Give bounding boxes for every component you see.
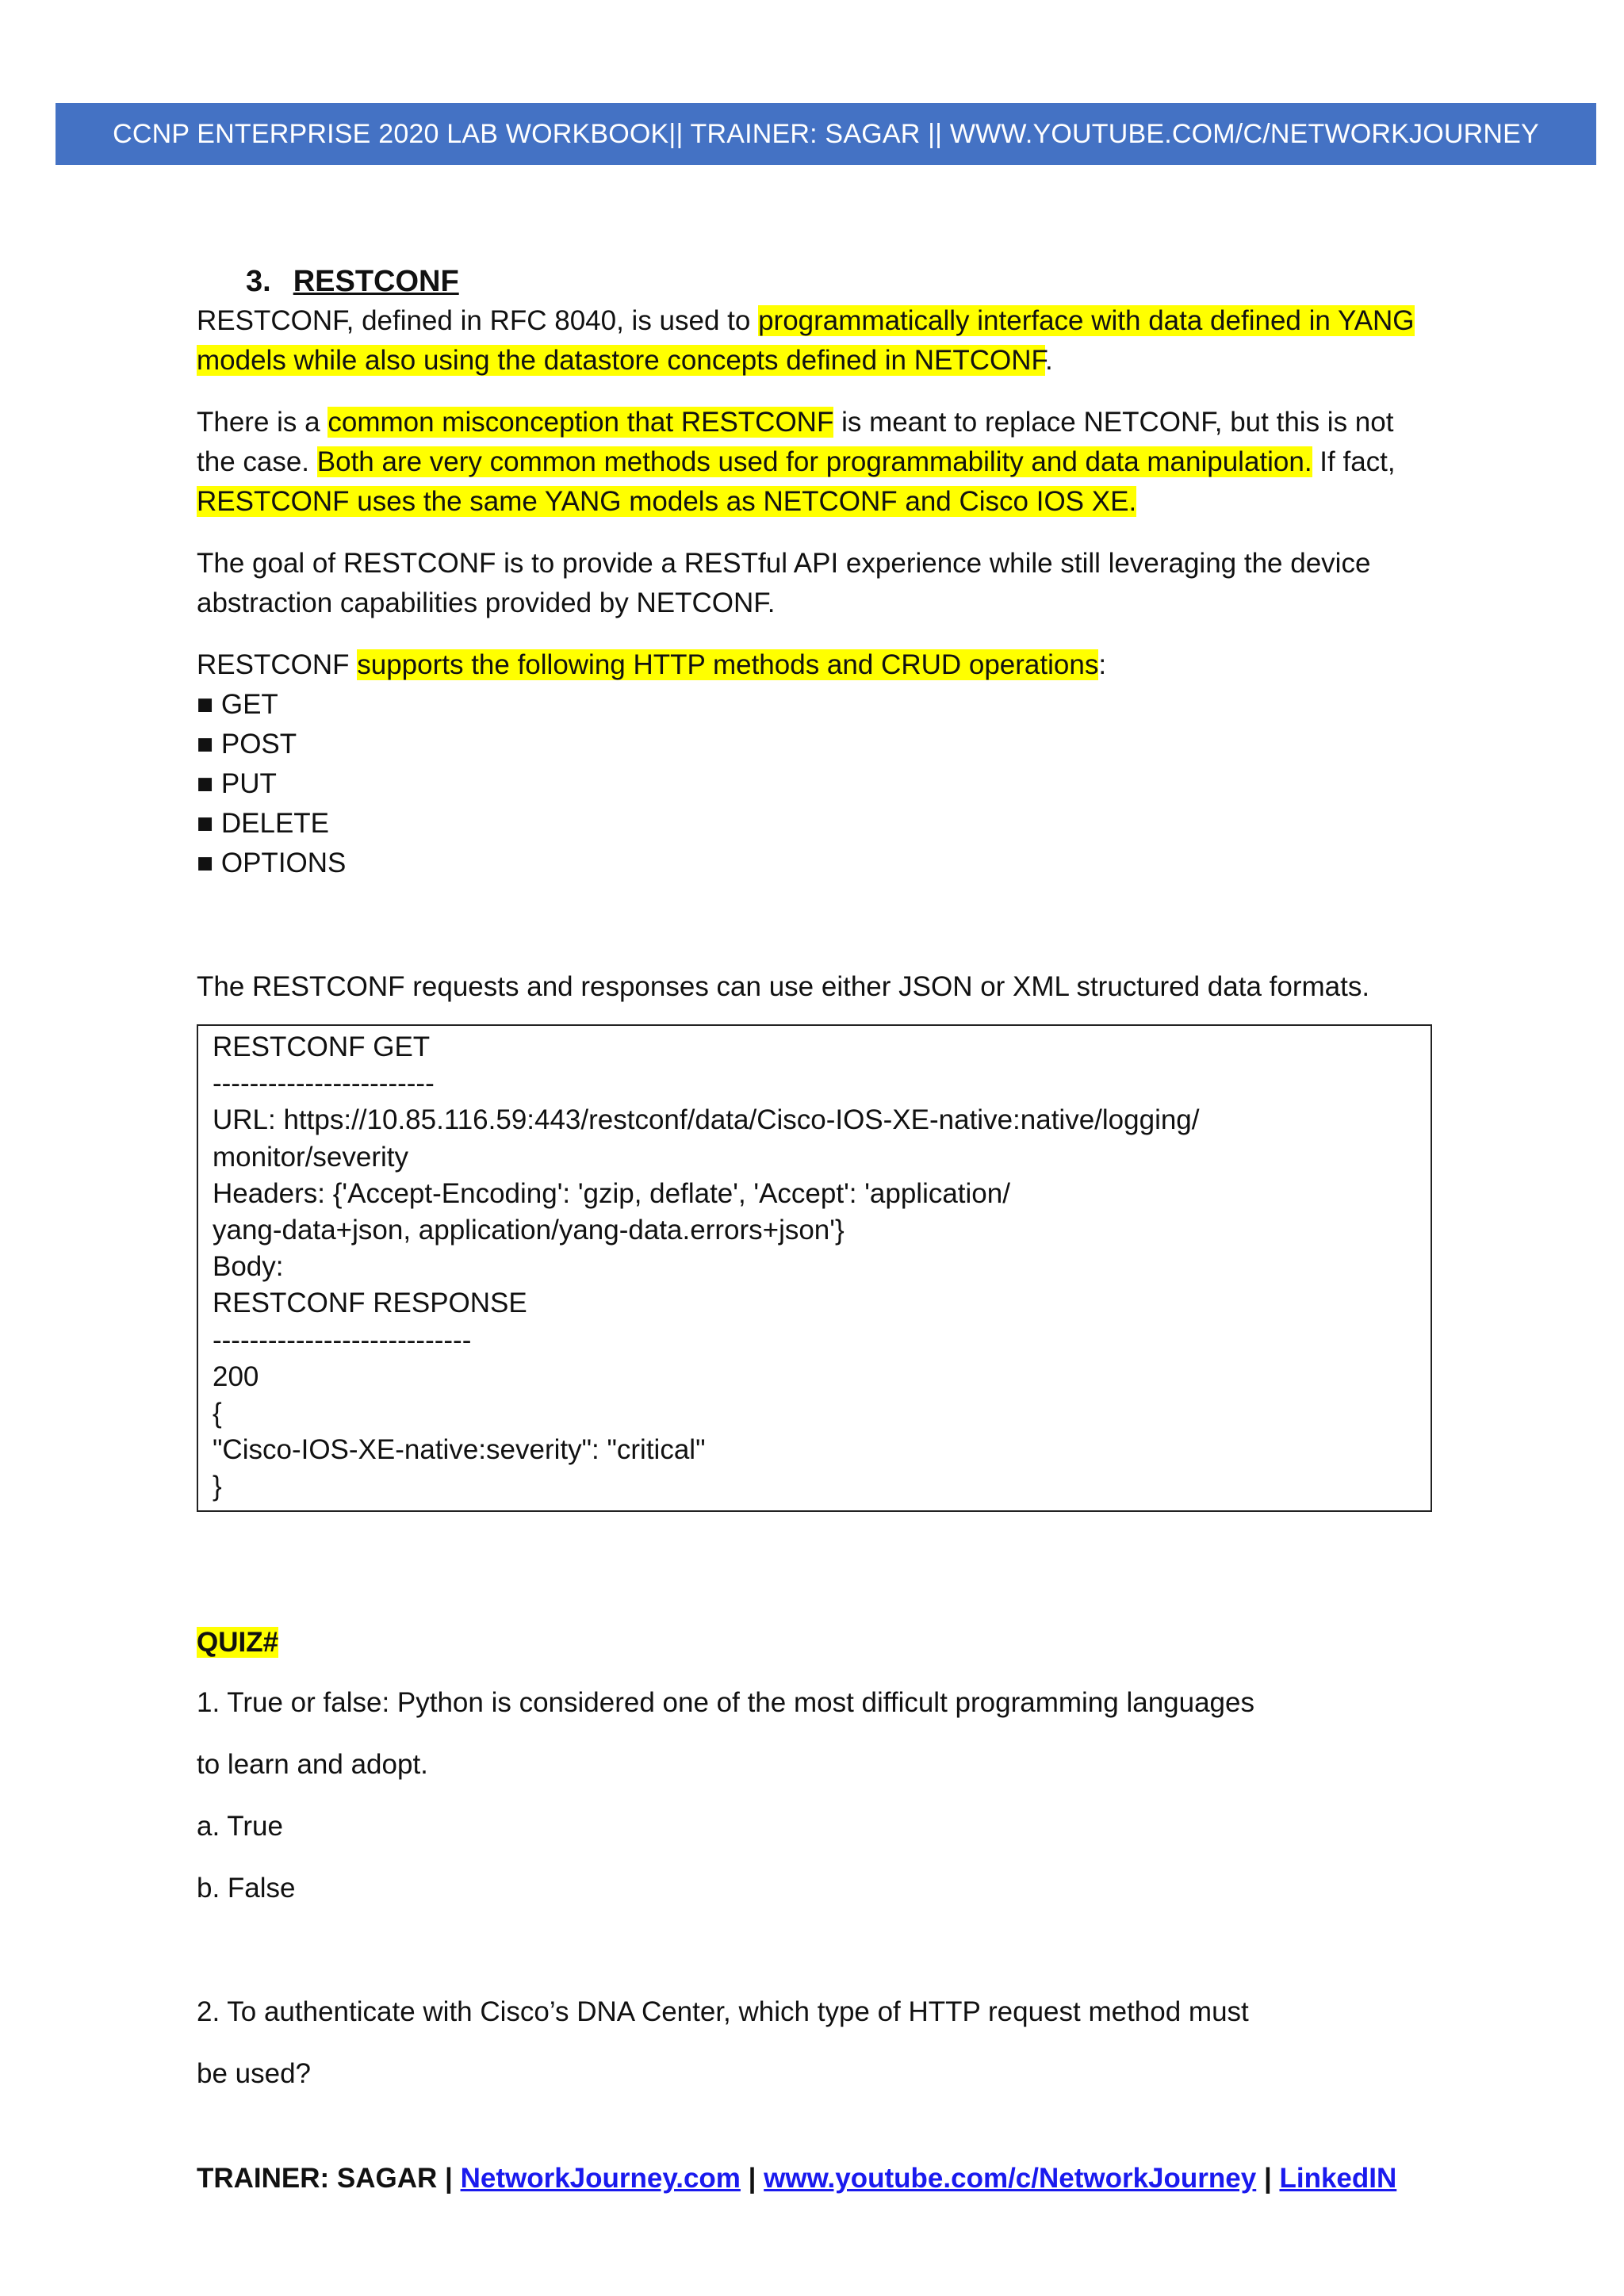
text-span: . [1045,345,1053,376]
code-block [197,1024,1432,1512]
code-line: "Cisco-IOS-XE-native:severity": "critical" [213,1434,706,1466]
paragraph-misconception [197,403,1434,522]
code-line: { [213,1398,222,1429]
code-line: RESTCONF GET [213,1031,431,1062]
link-networkjourney[interactable]: NetworkJourney.com [460,2163,741,2194]
text-span: RESTCONF [197,649,358,680]
footer-separator: | [1256,2163,1280,2194]
paragraph-goal: The goal of RESTCONF is to provide a RESTful API experience while still leveraging the device abstraction capabilities provided by NETCONF. [197,548,1371,618]
code-line: } [213,1471,222,1502]
footer-separator: | [437,2163,461,2194]
code-line: Headers: {'Accept-Encoding': 'gzip, deflate', 'Accept': 'application/ [213,1177,1010,1209]
paragraph-intro [197,301,1434,381]
highlight-span: Both are very common methods used for programmability and data manipulation. [316,446,1312,477]
section-title: RESTCONF [293,265,459,298]
text-span: There is a [197,407,328,438]
quiz-q1-option-b: b. False [197,1872,296,1904]
list-item: ■ OPTIONS [197,848,347,878]
list-item: ■ PUT [197,768,277,799]
text-span: is meant to replace NETCONF, but this is not the case. [197,407,1394,477]
page-header: CCNP ENTERPRISE 2020 LAB WORKBOOK|| TRAINER: SAGAR || WWW.YOUTUBE.COM/C/NETWORKJOURNEY [56,103,1596,165]
code-line: ------------------------ [213,1068,435,1100]
section-number: 3. [246,265,271,298]
list-item: ■ POST [197,729,297,760]
code-line: RESTCONF RESPONSE [213,1288,527,1319]
link-linkedin[interactable]: LinkedIN [1279,2163,1397,2194]
quiz-q2-line1: 2. To authenticate with Cisco’s DNA Center, which type of HTTP request method must [197,1996,1249,2027]
highlight-span: common misconception that RESTCONF [327,407,834,438]
highlight-span: programmatically interface with data defined in YANG models while also using the datastore concepts defined in NETCONF [197,305,1415,376]
text-span: RESTCONF, defined in RFC 8040, is used to [197,305,759,336]
code-line: yang-data+json, application/yang-data.errors+json'} [213,1215,845,1246]
document-body [197,262,1434,2094]
quiz-q1-option-a: a. True [197,1810,283,1842]
list-item: ■ GET [197,689,278,720]
quiz-q2-line2: be used? [197,2057,312,2089]
paragraph-methods-intro [197,645,1434,685]
list-item: ■ DELETE [197,808,330,839]
footer-separator: | [740,2163,764,2194]
code-line: Body: [213,1251,284,1283]
footer-trainer: TRAINER: SAGAR [197,2163,438,2194]
text-span: : [1098,649,1107,680]
methods-list [197,685,1434,883]
code-line: ---------------------------- [213,1324,472,1356]
highlight-span: RESTCONF uses the same YANG models as NETCONF and Cisco IOS XE. [197,486,1137,517]
quiz-label: QUIZ# [197,1626,279,1658]
paragraph-formats: The RESTCONF requests and responses can use either JSON or XML structured data formats. [197,971,1370,1002]
section-heading [246,262,1434,301]
highlight-span: supports the following HTTP methods and CRUD operations [357,649,1099,680]
text-span: If fact, [1312,446,1396,477]
quiz-q1-line2: to learn and adopt. [197,1748,428,1780]
quiz-q1-line1: 1. True or false: Python is considered one of the most difficult programming languages [197,1686,1254,1718]
code-line: monitor/severity [213,1141,409,1173]
code-line: 200 [213,1360,259,1392]
code-line: URL: https://10.85.116.59:443/restconf/data/Cisco-IOS-XE-native:native/logging/ [213,1104,1200,1136]
page-footer [197,2163,1396,2195]
link-youtube[interactable]: www.youtube.com/c/NetworkJourney [764,2163,1257,2194]
